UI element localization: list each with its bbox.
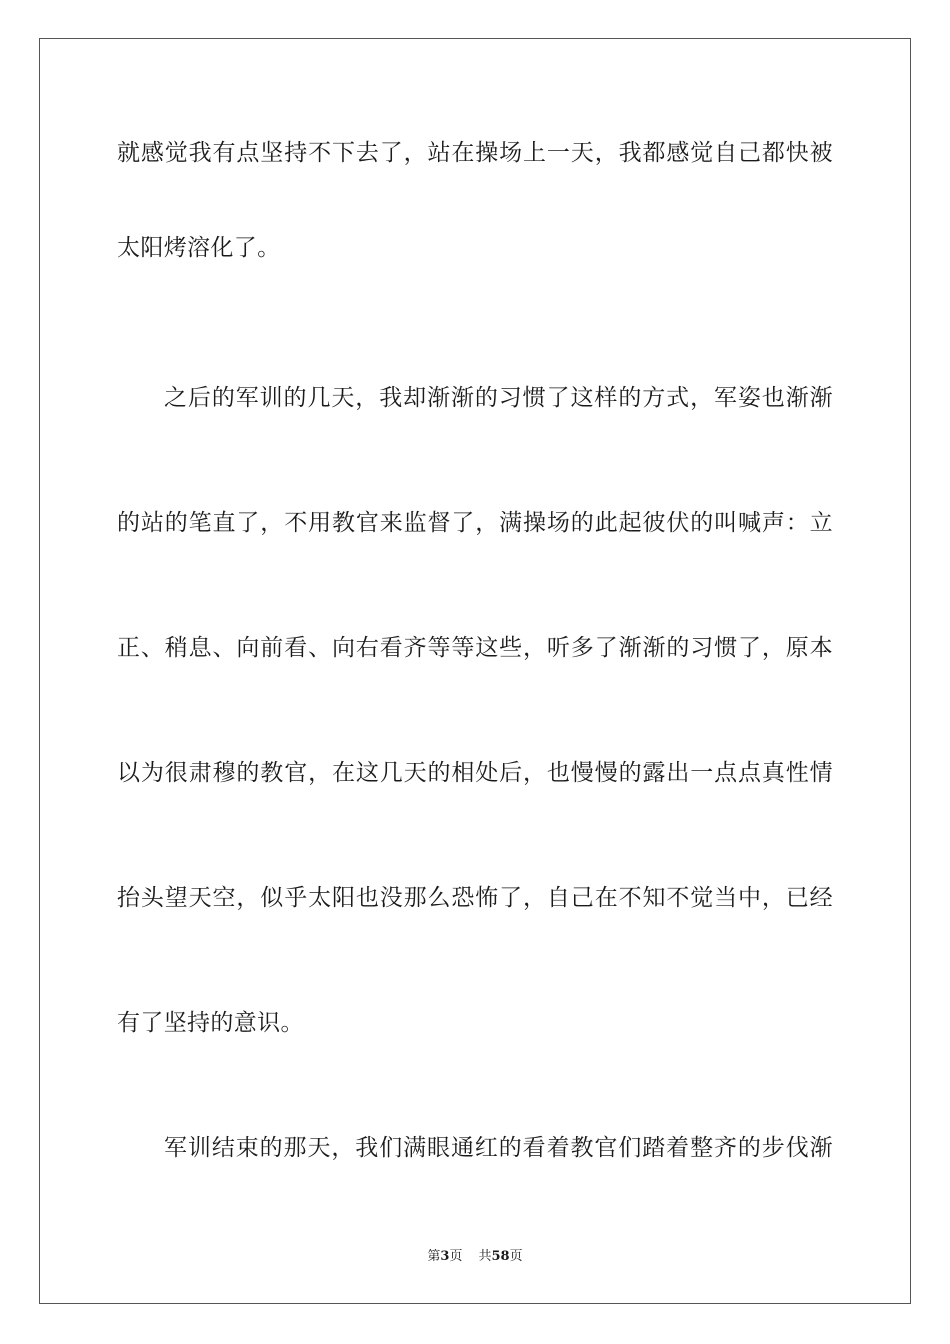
body-line-3: 之后的军训的几天，我却渐渐的习惯了这样的方式，军姿也渐渐 (164, 385, 833, 411)
page-prefix: 第 (427, 1249, 441, 1264)
total-prefix: 共 (478, 1249, 492, 1264)
body-line-7: 抬头望天空，似乎太阳也没那么恐怖了，自己在不知不觉当中，已经 (117, 885, 833, 911)
body-line-4: 的站的笔直了，不用教官来监督了，满操场的此起彼伏的叫喊声：立 (117, 510, 833, 536)
page-number: 3 (440, 1249, 450, 1264)
total-pages: 58 (491, 1249, 510, 1264)
body-line-6: 以为很肃穆的教官，在这几天的相处后，也慢慢的露出一点点真性情 (117, 760, 833, 786)
total-unit: 页 (509, 1249, 523, 1264)
body-line-5: 正、稍息、向前看、向右看齐等等这些，听多了渐渐的习惯了，原本 (117, 635, 833, 661)
body-line-1: 就感觉我有点坚持不下去了，站在操场上一天，我都感觉自己都快被 (117, 140, 833, 166)
body-line-2: 太阳烤溶化了。 (117, 235, 281, 261)
body-line-9: 军训结束的那天，我们满眼通红的看着教官们踏着整齐的步伐渐 (164, 1135, 833, 1161)
page-footer (0, 1248, 950, 1266)
page-unit: 页 (449, 1249, 463, 1264)
body-line-8: 有了坚持的意识。 (117, 1010, 304, 1036)
page-border (39, 38, 911, 1304)
